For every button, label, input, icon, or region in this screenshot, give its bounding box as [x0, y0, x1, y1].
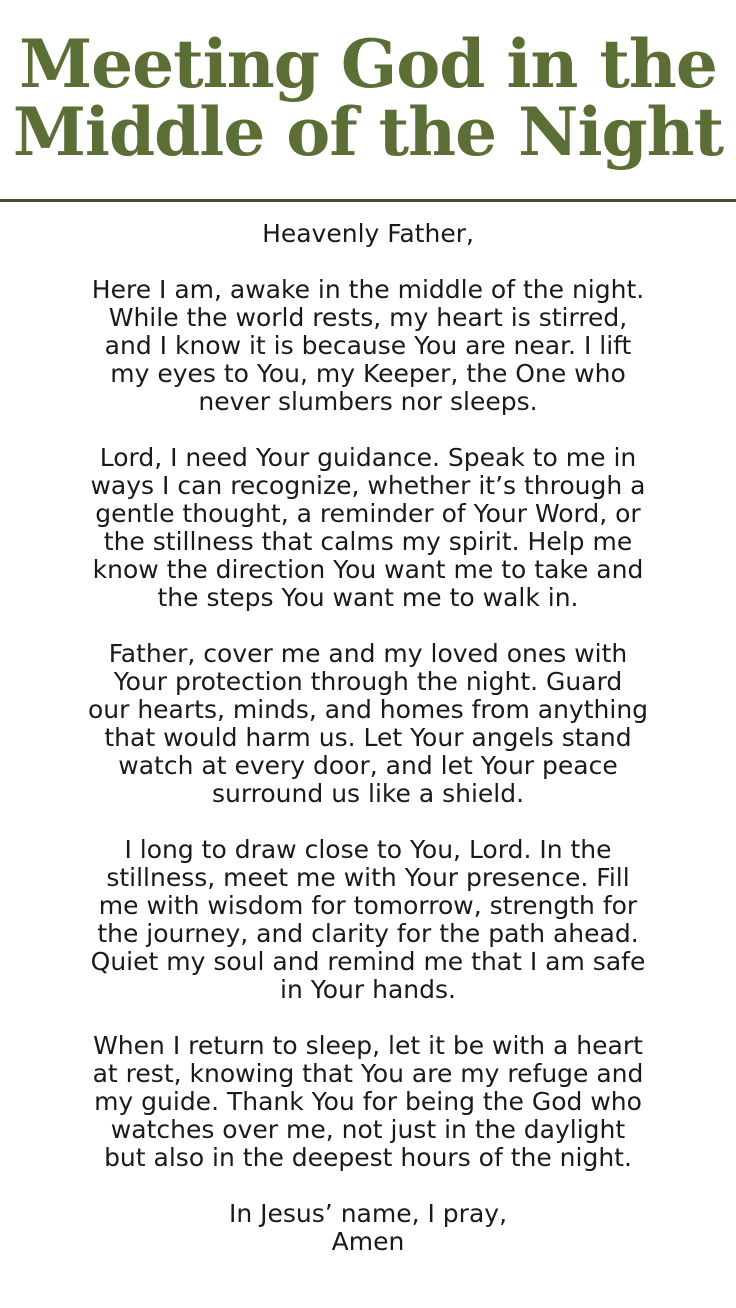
paragraph-line: watch at every door, and let Your peace: [118, 751, 618, 780]
paragraph-line: that would harm us. Let Your angels stand: [104, 723, 632, 752]
prayer-greeting: [0, 220, 736, 248]
paragraph-line: the journey, and clarity for the path ahead.: [97, 919, 639, 948]
paragraph-line: watches over me, not just in the daylight: [110, 1115, 626, 1144]
closing-line-1: In Jesus’ name, I pray,: [228, 1199, 508, 1228]
paragraph-line: Quiet my soul and remind me that I am safe: [90, 947, 646, 976]
paragraph-line: stillness, meet me with Your presence. Fill: [106, 863, 630, 892]
page-title: [0, 25, 736, 171]
title-divider: [0, 199, 736, 202]
title-line-2: Middle of the Night: [12, 93, 724, 171]
paragraph-line: ways I can recognize, whether it’s through a: [90, 471, 646, 500]
paragraph-line: Lord, I need Your guidance. Speak to me in: [99, 443, 637, 472]
prayer-closing: [0, 1200, 736, 1256]
prayer-paragraph-2: [0, 444, 736, 612]
prayer-paragraph-3: [0, 640, 736, 808]
paragraph-line: the stillness that calms my spirit. Help me: [103, 527, 633, 556]
paragraph-line: I long to draw close to You, Lord. In the: [124, 835, 612, 864]
paragraph-line: my guide. Thank You for being the God who: [94, 1087, 642, 1116]
prayer-paragraph-1: [0, 276, 736, 416]
paragraph-line: gentle thought, a reminder of Your Word, or: [95, 499, 641, 528]
paragraph-line: Your protection through the night. Guard: [113, 667, 623, 696]
greeting-text: Heavenly Father,: [262, 219, 474, 248]
paragraph-line: our hearts, minds, and homes from anything: [87, 695, 649, 724]
paragraph-line: Here I am, awake in the middle of the night.: [91, 275, 645, 304]
paragraph-line: in Your hands.: [280, 975, 456, 1004]
paragraph-line: me with wisdom for tomorrow, strength for: [98, 891, 638, 920]
paragraph-line: but also in the deepest hours of the night.: [104, 1143, 632, 1172]
paragraph-line: never slumbers nor sleeps.: [198, 387, 538, 416]
paragraph-line: my eyes to You, my Keeper, the One who: [110, 359, 626, 388]
closing-amen: Amen: [331, 1227, 405, 1256]
title-line-1: Meeting God in the: [19, 25, 717, 103]
paragraph-line: know the direction You want me to take and: [92, 555, 644, 584]
prayer-paragraph-5: [0, 1032, 736, 1172]
paragraph-line: at rest, knowing that You are my refuge and: [92, 1059, 644, 1088]
paragraph-line: Father, cover me and my loved ones with: [108, 639, 628, 668]
paragraph-line: and I know it is because You are near. I lift: [104, 331, 632, 360]
paragraph-line: While the world rests, my heart is stirred,: [108, 303, 628, 332]
prayer-paragraph-4: [0, 836, 736, 1004]
paragraph-line: surround us like a shield.: [211, 779, 525, 808]
paragraph-line: the steps You want me to walk in.: [157, 583, 579, 612]
paragraph-line: When I return to sleep, let it be with a heart: [93, 1031, 643, 1060]
prayer-body: [0, 220, 736, 1256]
